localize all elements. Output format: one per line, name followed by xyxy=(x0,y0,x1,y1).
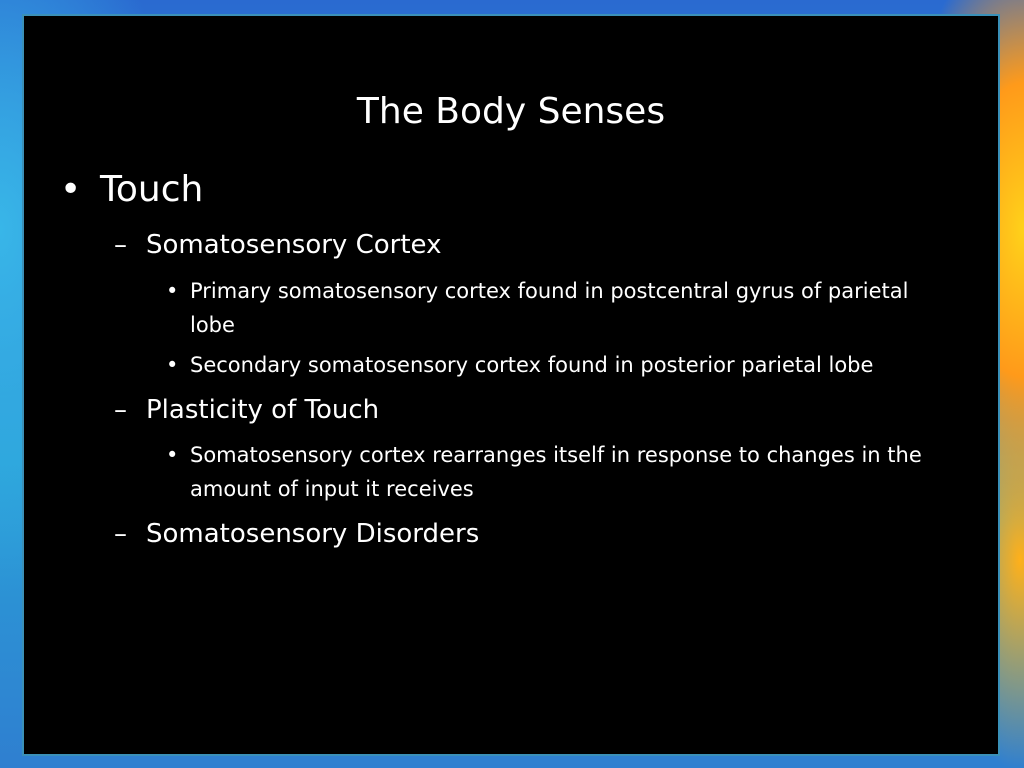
dash-marker: – xyxy=(114,519,127,549)
bullet-marker: • xyxy=(166,443,179,467)
subbullet-plasticity-of-touch: Plasticity of Touch xyxy=(146,395,380,425)
subbullet-somatosensory-cortex: Somatosensory Cortex xyxy=(146,230,442,260)
bullet-marker: • xyxy=(166,353,179,377)
slide-body xyxy=(24,16,998,754)
point-cortex-rearranges: Somatosensory cortex rearranges itself in response to changes in the amount of input it receives xyxy=(190,443,922,501)
slide xyxy=(22,14,1000,756)
bullet-marker: • xyxy=(60,169,82,210)
bullet-touch: Touch xyxy=(100,169,204,210)
point-primary-cortex: Primary somatosensory cortex found in postcentral gyrus of parietal lobe xyxy=(190,279,909,337)
dash-marker: – xyxy=(114,230,127,260)
point-secondary-cortex: Secondary somatosensory cortex found in posterior parietal lobe xyxy=(190,353,874,377)
bullet-marker: • xyxy=(166,279,179,303)
subbullet-somatosensory-disorders: Somatosensory Disorders xyxy=(146,519,480,549)
slide-title: The Body Senses xyxy=(356,91,666,132)
dash-marker: – xyxy=(114,395,127,425)
